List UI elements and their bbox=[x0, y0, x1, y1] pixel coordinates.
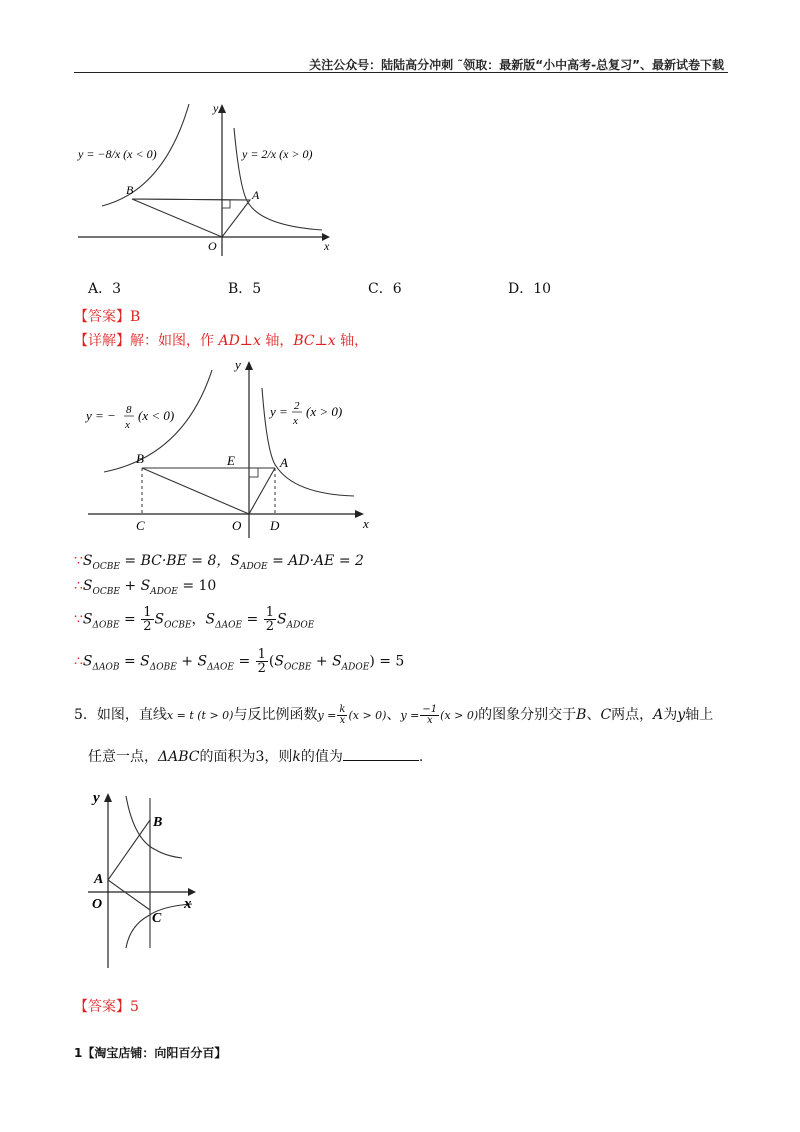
question-5-line-2: 任意一点，ΔABC的面积为3，则k的值为 . bbox=[88, 749, 424, 765]
step-3: $\because S_{\Delta OBE}$ = $\frac{1}{2}$ $S_{OCBE}$，$S_{\Delta AOE}$ = $\frac{1}{2}$ $S_{ADOE}$ bbox=[74, 605, 315, 634]
fig2-label-e: E bbox=[227, 453, 235, 468]
fig2-left-curve-label: y = − bbox=[86, 408, 116, 423]
fig3-label-x: x bbox=[184, 896, 192, 912]
step-4: $\therefore S_{\Delta AOB} = S_{\Delta OBE} + S_{\Delta AOE}$ = $\frac{1}{2}$ $(S_{OCBE} + S_{ADOE}) = 5$ bbox=[74, 647, 405, 676]
fig2-label-o: O bbox=[232, 518, 242, 533]
fig3-x-arrow bbox=[188, 888, 196, 896]
fig2-right-curve-frac-n: 2 bbox=[294, 400, 300, 412]
fig1-triangle-boa bbox=[132, 199, 250, 237]
fig1-label-y: y bbox=[213, 101, 219, 115]
fig3-triangle-abc bbox=[108, 820, 150, 910]
choice-d[interactable]: D．10 bbox=[508, 281, 552, 297]
figure-3-graph bbox=[86, 784, 202, 974]
step-1: $\because S_{OCBE} = BC\cdot BE = 8$，$S_{ADOE} = AD\cdot AE = 2$ bbox=[74, 553, 364, 572]
fig2-right-curve-label: y = bbox=[270, 404, 288, 419]
page-footer: 1【淘宝店铺：向阳百分百】 bbox=[74, 1046, 227, 1060]
page-header: 关注公众号：陆陆高分冲刺 ˜领取：最新版“小中高考-总复习”、最新试卷下载 bbox=[309, 58, 724, 72]
step-2: $\therefore S_{OCBE} + S_{ADOE} = 10$ bbox=[74, 578, 217, 597]
question-5-line-1: 5．如图，直线x = t (t > 0)与反比例函数y = $\frac{k}{x}$ (x > 0)、y = $\frac{-1}{x}$ (x > 0)的图象分别交于B、C两点，A为y轴上 bbox=[74, 703, 714, 726]
fig1-label-a: A bbox=[252, 188, 260, 202]
fig2-right-curve-frac-d: x bbox=[293, 415, 298, 427]
fig1-label-b: B bbox=[126, 183, 134, 197]
fig2-segment-ao bbox=[249, 468, 275, 514]
fig2-left-curve-frac-d: x bbox=[125, 419, 130, 431]
fig1-y-arrow bbox=[218, 104, 226, 113]
fig3-label-o: O bbox=[92, 897, 103, 912]
fig3-label-b: B bbox=[153, 815, 163, 830]
fig3-y-arrow bbox=[104, 793, 112, 802]
detail-intro: 【详解】解：如图，作 AD⊥x 轴，BC⊥x 轴， bbox=[74, 333, 369, 349]
fig2-right-angle bbox=[249, 468, 258, 477]
answer-1: 【答案】B bbox=[74, 309, 141, 325]
fig2-label-d: D bbox=[270, 518, 280, 533]
figure-2-graph bbox=[84, 354, 380, 540]
fig1-label-o: O bbox=[208, 239, 217, 253]
figure-1-graph bbox=[74, 98, 344, 258]
header-divider bbox=[74, 72, 728, 73]
choice-a[interactable]: A．3 bbox=[88, 281, 122, 297]
fig3-label-a: A bbox=[94, 872, 104, 887]
answer-2: 【答案】5 bbox=[74, 999, 139, 1015]
fig2-label-y: y bbox=[235, 357, 241, 372]
fig2-left-curve-frac-n: 8 bbox=[126, 404, 132, 416]
choice-c[interactable]: C．6 bbox=[368, 281, 402, 297]
choice-b[interactable]: B．5 bbox=[228, 281, 262, 297]
fig2-right-curve-cond: (x > 0) bbox=[306, 404, 343, 419]
fig2-label-b: B bbox=[136, 451, 144, 466]
fig1-right-curve bbox=[234, 128, 322, 230]
fig3-label-y: y bbox=[93, 790, 100, 806]
fig2-label-c: C bbox=[136, 518, 145, 533]
fig3-label-c: C bbox=[152, 911, 162, 926]
fig2-segment-bo bbox=[142, 468, 249, 514]
fig2-label-x: x bbox=[363, 516, 369, 531]
fig2-label-a: A bbox=[280, 455, 288, 470]
fig2-y-arrow bbox=[245, 361, 253, 370]
fig1-right-angle bbox=[222, 200, 230, 208]
fig1-segment-ba bbox=[132, 199, 250, 200]
fig1-label-x: x bbox=[324, 239, 330, 253]
fig2-left-curve-cond: (x < 0) bbox=[138, 408, 175, 423]
fig1-left-curve-label: y = −8/x (x < 0) bbox=[78, 147, 157, 161]
fig1-right-curve-label: y = 2/x (x > 0) bbox=[242, 147, 313, 161]
answer-blank[interactable] bbox=[343, 748, 419, 761]
